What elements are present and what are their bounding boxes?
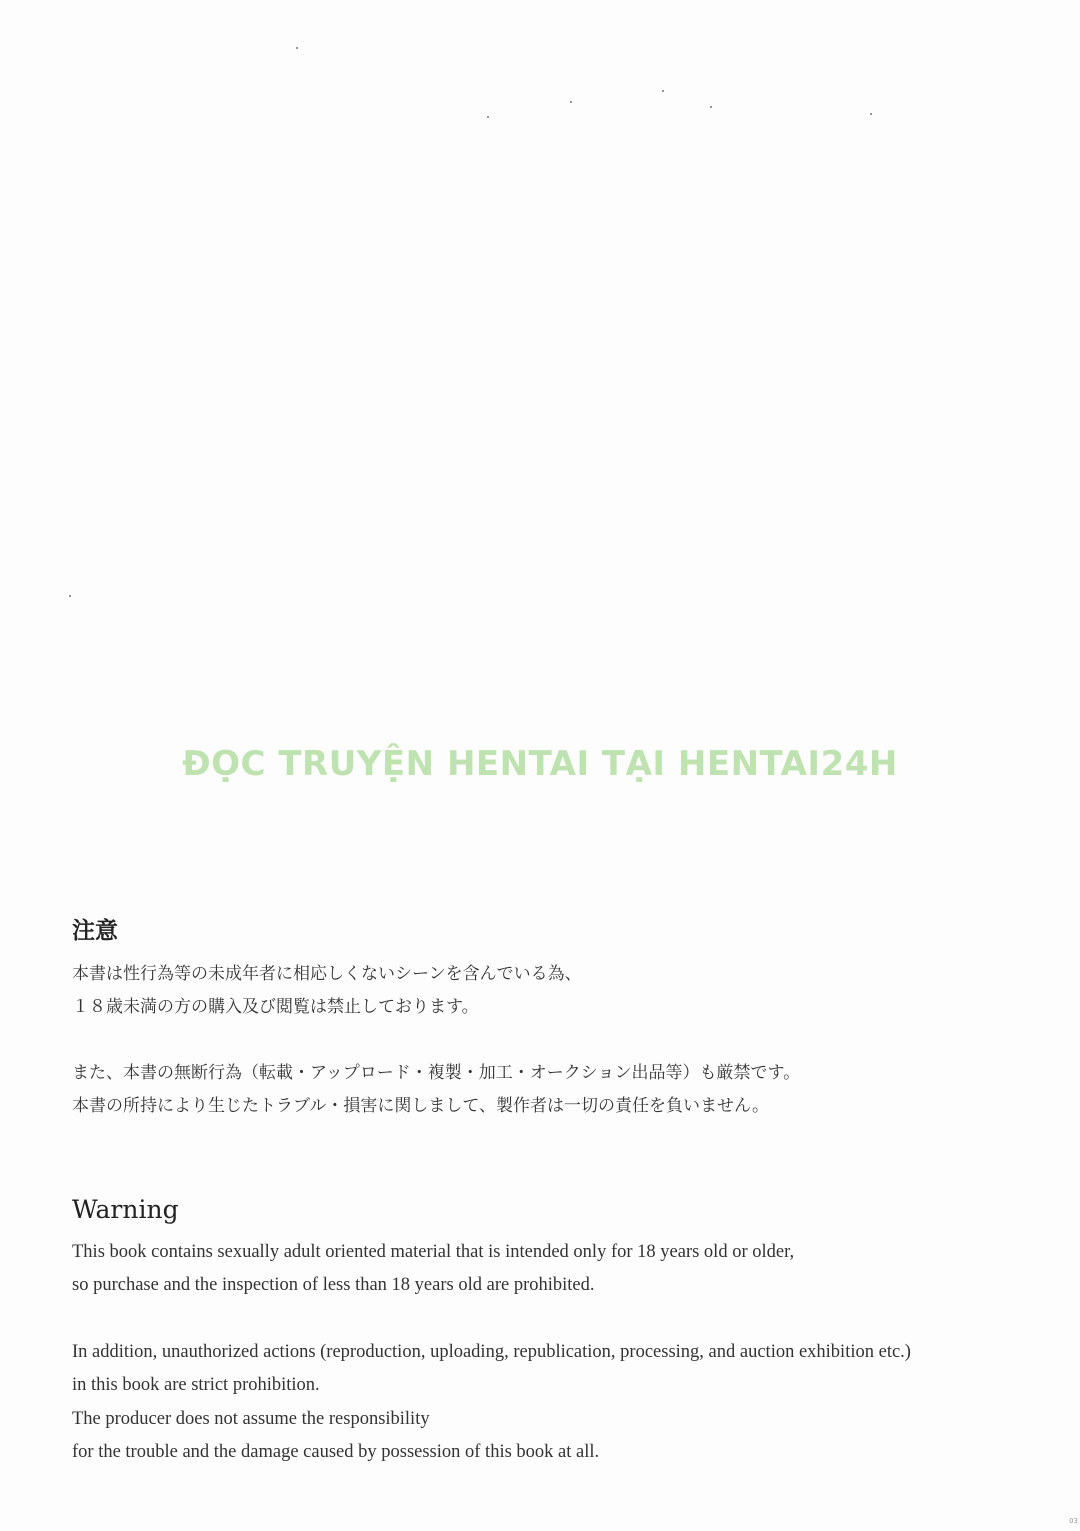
- scan-speck: [570, 101, 572, 103]
- english-line: in this book are strict prohibition.: [72, 1375, 320, 1396]
- scan-speck: [296, 47, 298, 49]
- scan-speck: [870, 113, 872, 115]
- english-line: The producer does not assume the responsibility: [72, 1408, 430, 1429]
- paragraph-gap: [72, 1303, 1062, 1336]
- paragraph-gap: [72, 1024, 1032, 1057]
- page-number: 03: [1069, 1517, 1078, 1525]
- english-line: In addition, unauthorized actions (reproduction, uploading, republication, processing, and auction exhibition etc.): [72, 1341, 911, 1362]
- scan-speck: [710, 106, 712, 108]
- japanese-line: また、本書の無断行為（転載・アップロード・複製・加工・オークション出品等）も厳禁です。: [72, 1063, 801, 1083]
- english-line: so purchase and the inspection of less than 18 years old are prohibited.: [72, 1275, 595, 1296]
- scan-speck: [487, 116, 489, 118]
- english-notice: [72, 1192, 1062, 1469]
- scan-speck: [662, 90, 664, 92]
- japanese-line: １８歳未満の方の購入及び閲覧は禁止しております。: [72, 997, 479, 1017]
- japanese-heading: 注意: [72, 918, 118, 944]
- japanese-line: 本書の所持により生じたトラブル・損害に関しまして、製作者は一切の責任を負いません。: [72, 1096, 769, 1116]
- japanese-line: 本書は性行為等の未成年者に相応しくないシーンを含んでいる為、: [72, 964, 582, 984]
- english-line: for the trouble and the damage caused by possession of this book at all.: [72, 1441, 600, 1462]
- japanese-notice: [72, 914, 1032, 1123]
- scan-speck: [69, 595, 71, 597]
- watermark-text: ĐỌC TRUYỆN HENTAI TẠI HENTAI24H: [182, 744, 898, 784]
- english-heading: Warning: [72, 1195, 179, 1224]
- english-line: This book contains sexually adult oriented material that is intended only for 18 years old or older,: [72, 1242, 795, 1262]
